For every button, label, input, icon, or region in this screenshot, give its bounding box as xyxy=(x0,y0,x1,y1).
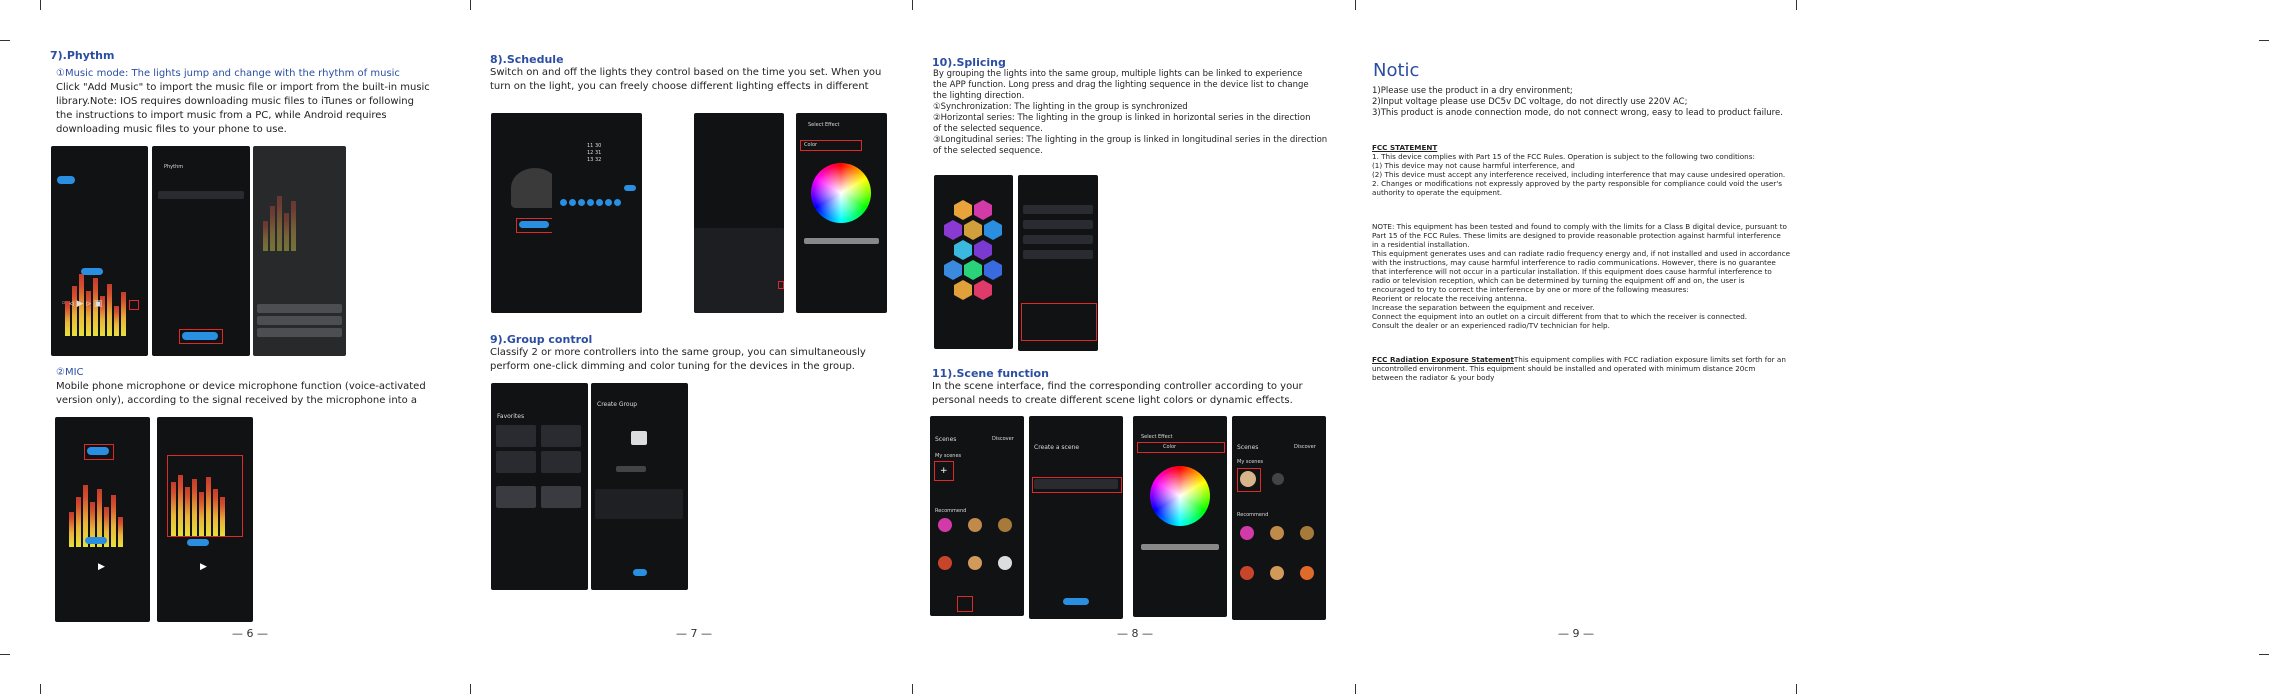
text-line: perform one-click dimming and color tuning for the devices in the group. xyxy=(490,361,855,372)
crop-mark xyxy=(470,0,471,10)
brightness-slider xyxy=(1141,544,1219,550)
section-title-scene: 11).Scene function xyxy=(932,367,1049,380)
scene-thumb xyxy=(1240,566,1254,580)
radiation-title: FCC Radiation Exposure Statement xyxy=(1372,355,1514,364)
phone-screenshot-scenes-result xyxy=(1232,416,1326,620)
splicing-text xyxy=(933,69,1353,157)
device-card xyxy=(541,451,581,473)
phone-screenshot-music-equalizer xyxy=(51,146,148,356)
text-line: (1) This device may not cause harmful interference, and xyxy=(1372,161,1575,170)
device-row xyxy=(1023,205,1093,214)
hex-tile xyxy=(954,240,972,260)
hex-tile xyxy=(984,220,1002,240)
phone-screenshot-scene-color xyxy=(1133,416,1227,617)
fcc-title: FCC STATEMENT xyxy=(1372,143,1438,152)
fcc-statement xyxy=(1372,143,1822,197)
color-wheel xyxy=(811,163,871,223)
text-line: personal needs to create different scene light colors or dynamic effects. xyxy=(932,395,1293,406)
crop-mark xyxy=(1355,684,1356,694)
notice-item: 1)Please use the product in a dry environment; xyxy=(1372,86,1573,96)
highlight-box xyxy=(1137,442,1225,453)
phone-screenshot-mic-1 xyxy=(55,417,150,622)
phone-screenshot-import-menu xyxy=(253,146,346,356)
scenes-title: Scenes xyxy=(1237,444,1259,451)
mic-text xyxy=(56,380,456,408)
phone-screenshot-splicing-hexes xyxy=(934,175,1013,349)
screen-title: Create a scene xyxy=(1034,444,1080,451)
section-title-schedule: 8).Schedule xyxy=(490,53,564,66)
text-line: the lighting direction. xyxy=(933,91,1025,101)
text-line: Mobile phone microphone or device microphone function (voice-activated xyxy=(56,381,426,392)
text-line: Classify 2 or more controllers into the same group, you can simultaneously xyxy=(490,347,866,358)
mode-pill xyxy=(187,539,209,546)
notice-item: 3)This product is anode connection mode, do not connect wrong, easy to lead to product failure. xyxy=(1372,108,1783,118)
screen-title: Phythm xyxy=(164,164,184,170)
color-tab: Color xyxy=(804,142,818,148)
highlight-box xyxy=(957,596,973,612)
device-row xyxy=(1023,235,1093,244)
device-card xyxy=(496,425,536,447)
crop-mark xyxy=(470,684,471,694)
toggle xyxy=(624,185,636,191)
text-line: encouraged to try to correct the interference by one or more of the following measures: xyxy=(1372,285,1689,294)
scene-text xyxy=(932,380,1352,408)
highlight-box xyxy=(778,281,784,289)
scene-thumb xyxy=(1240,526,1254,540)
highlight-box xyxy=(1237,468,1261,492)
discover-label: Discover xyxy=(1294,444,1316,450)
highlight-box xyxy=(1032,477,1122,493)
scene-thumb xyxy=(1270,566,1284,580)
equalizer-bars xyxy=(263,191,296,251)
text-line: ③Longitudinal series: The lighting in the group is linked in longitudinal series in the direction xyxy=(933,135,1328,145)
hex-tile xyxy=(984,260,1002,280)
device-card-selected xyxy=(496,486,536,508)
color-wheel xyxy=(1150,466,1210,526)
text-line: ①Synchronization: The lighting in the group is synchronized xyxy=(933,102,1188,112)
phone-screenshot-create-scene xyxy=(1029,416,1123,619)
phone-screenshot-add-music xyxy=(152,146,250,356)
text-line: 2. Changes or modifications not expressly approved by the party responsible for compliance could void the user's xyxy=(1372,179,1782,188)
text-line: (2) This device must accept any interference received, including interference that may cause undesired operation. xyxy=(1372,170,1786,179)
highlight-box xyxy=(516,218,554,233)
hex-tile xyxy=(964,220,982,240)
text-line: of the selected sequence. xyxy=(933,146,1043,156)
play-icon: ▶ xyxy=(200,562,207,572)
hex-tile xyxy=(954,280,972,300)
text-line xyxy=(1372,355,1822,364)
crop-mark xyxy=(912,0,913,10)
page-number: — 9 — xyxy=(1558,627,1594,640)
schedule-text xyxy=(490,66,910,94)
text-line: with the instructions, may cause harmful interference to radio communications. However, there is no guarantee xyxy=(1372,258,1776,267)
scene-thumb xyxy=(1270,526,1284,540)
scene-thumb xyxy=(998,518,1012,532)
hex-tile xyxy=(954,200,972,220)
phone-screenshot-favorites xyxy=(491,383,588,590)
add-scene-icon: + xyxy=(940,466,948,476)
notice-title: Notic xyxy=(1373,60,1420,81)
name-field xyxy=(616,466,646,472)
scene-thumb xyxy=(1300,526,1314,540)
text-line: Connect the equipment into an outlet on a circuit different from that to which the receiver is connected. xyxy=(1372,312,1748,321)
play-icon: ▶ xyxy=(98,562,105,572)
phone-screenshot-schedule-2 xyxy=(552,113,642,313)
text-line: library.Note: IOS requires downloading music files to iTunes or following xyxy=(56,96,414,107)
scene-thumb xyxy=(968,518,982,532)
highlight-box xyxy=(179,329,223,344)
page-number: — 6 — xyxy=(232,627,268,640)
crop-mark xyxy=(0,40,10,41)
add-scene-icon xyxy=(1272,473,1284,485)
hex-tile xyxy=(974,280,992,300)
group-text xyxy=(490,346,910,374)
import-option xyxy=(257,316,342,325)
text-line: turn on the light, you can freely choose different lighting effects in different xyxy=(490,81,869,92)
text-line: the APP function. Long press and drag the lighting sequence in the device list to change xyxy=(933,80,1309,90)
scene-thumb xyxy=(968,556,982,570)
group-icon xyxy=(631,431,647,445)
time-picker: 11 30 12 31 13 32 xyxy=(587,143,602,163)
screen-title: Favorites xyxy=(497,413,525,420)
screen-title: Create Group xyxy=(597,401,638,408)
crop-mark xyxy=(1796,684,1797,694)
screen-title: Select Effect xyxy=(808,122,840,128)
hex-tile xyxy=(974,240,992,260)
mode-pill xyxy=(81,268,103,275)
page-number: — 8 — xyxy=(1117,627,1153,640)
text-line: NOTE: This equipment has been tested and found to comply with the limits for a Class B digital device, pursuant to xyxy=(1372,222,1787,231)
controls-row: ◦ ◃ ▶ ▹ ▣ xyxy=(61,299,103,309)
music-mode-title: ①Music mode: The lights jump and change with the rhythm of music xyxy=(56,68,400,79)
text-line: Reorient or relocate the receiving antenna. xyxy=(1372,294,1527,303)
scenes-title: Scenes xyxy=(935,436,957,443)
phone-screenshot-scenes xyxy=(930,416,1024,616)
text-line: authority to operate the equipment. xyxy=(1372,188,1503,197)
text-line: version only), according to the signal received by the microphone into a xyxy=(56,395,418,406)
crop-mark xyxy=(0,654,10,655)
save-button xyxy=(633,569,647,576)
device-card xyxy=(496,451,536,473)
device-row xyxy=(1023,250,1093,259)
weekday-dots xyxy=(560,198,621,206)
text-line: Switch on and off the lights they control based on the time you set. When you xyxy=(490,67,882,78)
my-scenes-label: My scenes xyxy=(1237,459,1264,465)
section-title-rhythm: 7).Phythm xyxy=(50,49,115,62)
device-card-selected xyxy=(541,486,581,508)
page-number: — 7 — xyxy=(676,627,712,640)
phone-screenshot-mic-2 xyxy=(157,417,253,622)
color-tab: Color xyxy=(1163,444,1177,450)
screen-title: Select Effect xyxy=(1141,434,1173,440)
text-line: Increase the separation between the equipment and receiver. xyxy=(1372,303,1595,312)
section-title-group: 9).Group control xyxy=(490,333,593,346)
crop-mark xyxy=(1355,0,1356,10)
notice-item: 2)Input voltage please use DC5v DC voltage, do not directly use 220V AC; xyxy=(1372,97,1688,107)
hex-tile xyxy=(944,220,962,240)
text-line: of the selected sequence. xyxy=(933,124,1043,134)
notice-list xyxy=(1372,86,1822,119)
phone-screenshot-create-group xyxy=(591,383,688,590)
highlight-box xyxy=(129,300,139,310)
highlight-box xyxy=(1021,303,1097,341)
text-line: in a residential installation. xyxy=(1372,240,1470,249)
text-line: ②Horizontal series: The lighting in the group is linked in horizontal series in the direction xyxy=(933,113,1311,123)
text-line: By grouping the lights into the same group, multiple lights can be linked to experience xyxy=(933,69,1303,79)
recommend-label: Recommend xyxy=(935,508,967,514)
recommend-label: Recommend xyxy=(1237,512,1269,518)
text-line: between the radiator & your body xyxy=(1372,373,1495,382)
hex-tile xyxy=(944,260,962,280)
fcc-note xyxy=(1372,222,1822,330)
brightness-slider xyxy=(804,238,879,244)
scene-thumb xyxy=(938,556,952,570)
text-line: This equipment complies with FCC radiation exposure limits set forth for an xyxy=(1513,355,1786,364)
crop-mark xyxy=(2259,654,2269,655)
list-row xyxy=(158,191,244,199)
tab-pill xyxy=(57,176,75,184)
section-title-splicing: 10).Splicing xyxy=(932,56,1006,69)
mode-pill xyxy=(85,537,107,544)
music-mode-text xyxy=(56,81,456,137)
fcc-radiation xyxy=(1372,355,1822,382)
text-line: radio or television reception, which can be determined by turning the equipment off and on, the user is xyxy=(1372,276,1745,285)
hex-tile xyxy=(964,260,982,280)
import-option xyxy=(257,328,342,337)
my-scenes-label: My scenes xyxy=(935,453,962,459)
mic-title: ②MIC xyxy=(56,367,84,378)
crop-mark xyxy=(1796,0,1797,10)
text-line: This equipment generates uses and can radiate radio frequency energy and, if not installed and used in accordance xyxy=(1372,249,1790,258)
hex-tile xyxy=(974,200,992,220)
next-button xyxy=(1063,598,1089,605)
text-line: uncontrolled environment. This equipment should be installed and operated with minimum distance 20cm xyxy=(1372,364,1756,373)
discover-label: Discover xyxy=(992,436,1014,442)
device-row xyxy=(1023,220,1093,229)
scene-thumb xyxy=(998,556,1012,570)
text-line: Part 15 of the FCC Rules. These limits are designed to provide reasonable protection against harmful interference xyxy=(1372,231,1781,240)
scene-thumb xyxy=(938,518,952,532)
highlight-box xyxy=(167,455,243,537)
crop-mark xyxy=(40,0,41,10)
highlight-box xyxy=(84,444,114,460)
text-line: In the scene interface, find the corresponding controller according to your xyxy=(932,381,1303,392)
phone-screenshot-schedule-3 xyxy=(694,113,784,313)
text-line: the instructions to import music from a PC, while Android requires xyxy=(56,110,387,121)
import-option xyxy=(257,304,342,313)
menu-sheet xyxy=(694,228,784,313)
crop-mark xyxy=(912,684,913,694)
phone-screenshot-select-effect xyxy=(796,113,887,313)
text-line: Click "Add Music" to import the music file or import from the built-in music xyxy=(56,82,430,93)
text-line: 1. This device complies with Part 15 of the FCC Rules. Operation is subject to the following two conditions: xyxy=(1372,152,1755,161)
text-line: Consult the dealer or an experienced radio/TV technician for help. xyxy=(1372,321,1610,330)
text-line: that interference will not occur in a particular installation. If this equipment does cause harmful interference to xyxy=(1372,267,1772,276)
phone-screenshot-splicing-list xyxy=(1018,175,1098,351)
crop-mark xyxy=(40,684,41,694)
text-line: downloading music files to your phone to use. xyxy=(56,124,287,135)
device-card xyxy=(541,425,581,447)
tag-row xyxy=(595,489,683,519)
scene-thumb xyxy=(1300,566,1314,580)
crop-mark xyxy=(2259,40,2269,41)
